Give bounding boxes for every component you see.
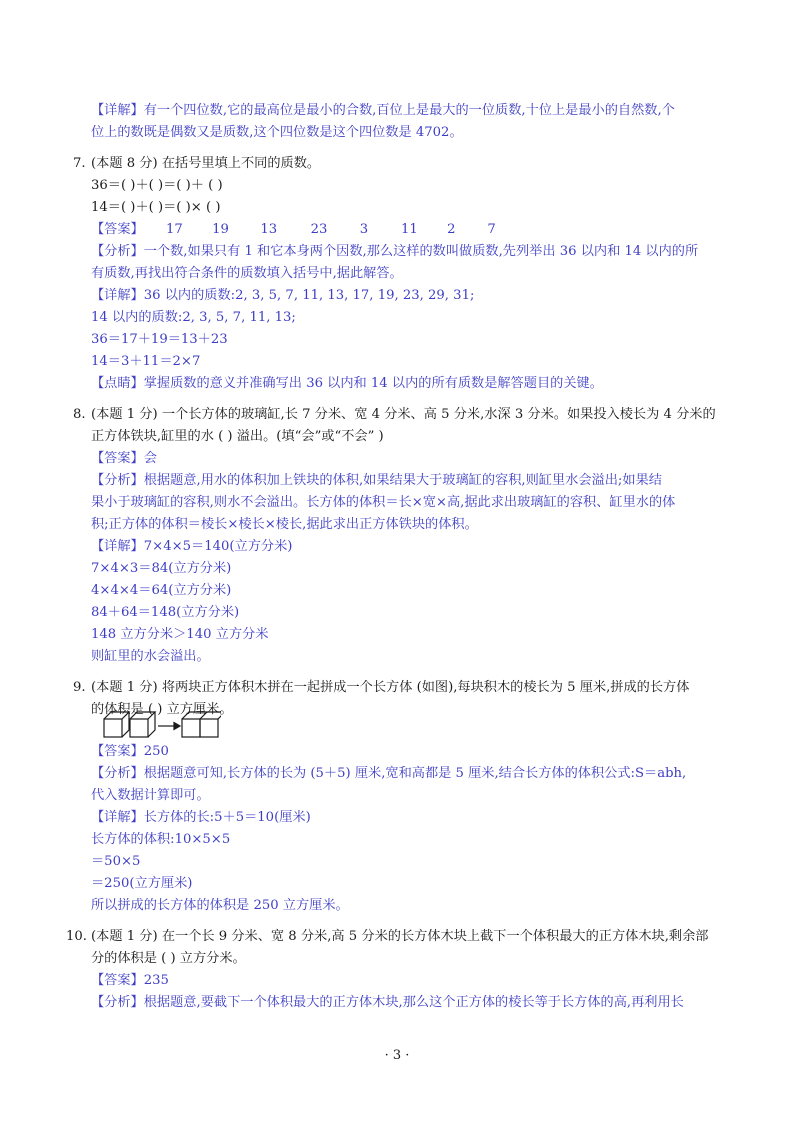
q7-answer-value: 7 (487, 222, 496, 237)
q7-analysis-line-2: 有质数,再找出符合条件的质数填入括号中,据此解答。 (91, 266, 403, 281)
q8-analysis-line-3: 积;正方体的体积＝棱长×棱长×棱长,据此求出正方体铁块的体积。 (91, 517, 478, 532)
q10-answer: 【答案】235 (91, 973, 169, 988)
q8-number: 8. (73, 407, 86, 422)
cuboid-icon (182, 712, 221, 737)
q8-detail-line-4: 84＋64＝148(立方分米) (91, 605, 240, 620)
q9-detail-line-1: 【详解】长方体的长:5＋5＝10(厘米) (91, 810, 311, 825)
q7-answer-value: 17 (165, 222, 183, 237)
q7-equation-row-1: 36＝( )＋( )＝( )＋ ( ) (91, 178, 223, 193)
cubes-figure (103, 710, 221, 740)
q7-analysis-line-1: 【分析】一个数,如果只有 1 和它本身两个因数,那么这样的数叫做质数,先列举出 36 以内和 14 以内的所 (91, 244, 699, 259)
q10-analysis-line-1: 【分析】根据题意,要截下一个体积最大的正方体木块,那么这个正方体的棱长等于长方体的高,再利用长 (91, 995, 684, 1010)
q7-equation-row-2: 14＝( )＋( )＝( )× ( ) (91, 200, 221, 215)
arrow-right-icon (158, 723, 180, 730)
q7-answer-label: 【答案】 (91, 222, 144, 237)
q8-analysis-line-2: 果小于玻璃缸的容积,则水不会溢出。长方体的体积＝长×宽×高,据此求出玻璃缸的容积、缸里水的体 (91, 495, 676, 510)
q9-analysis-line-1: 【分析】根据题意可知,长方体的长为 (5＋5) 厘米,宽和高都是 5 厘米,结合长方体的体积公式:S＝abh, (91, 766, 687, 781)
q8-detail-line-6: 则缸里的水会溢出。 (91, 649, 210, 664)
q10-title-line-2: 分的体积是 ( ) 立方分米。 (91, 951, 246, 966)
cube-icon (130, 712, 155, 737)
q8-title-line-2: 正方体铁块,缸里的水 ( ) 溢出。(填“会”或“不会” ) (91, 429, 384, 444)
q10-title-line-1: (本题 1 分) 在一个长 9 分米、宽 8 分米,高 5 分米的长方体木块上截下一个体积最大的正方体木块,剩余部 (91, 929, 709, 944)
q7-detail-line-3: 36＝17＋19＝13＋23 (91, 332, 228, 347)
q7-number: 7. (73, 156, 86, 171)
q9-analysis-line-2: 代入数据计算即可。 (91, 788, 210, 803)
q6-detail-line-2: 位上的数既是偶数又是质数,这个四位数是这个四位数是 4702。 (91, 125, 463, 140)
q9-title-line-2: 的体积是 ( ) 立方厘米。 (91, 702, 233, 717)
q9-title-line-1: (本题 1 分) 将两块正方体积木拼在一起拼成一个长方体 (如图),每块积木的棱长为 5 厘米,拼成的长方体 (91, 680, 690, 695)
q9-detail-line-2: 长方体的体积:10×5×5 (91, 832, 231, 847)
q7-answer-value: 13 (260, 222, 278, 237)
q7-answer-value: 2 (447, 222, 456, 237)
q8-title-line-1: (本题 1 分) 一个长方体的玻璃缸,长 7 分米、宽 4 分米、高 5 分米,水深 3 分米。如果投入棱长为 4 分米的 (91, 407, 716, 422)
q7-answer-value: 23 (310, 222, 328, 237)
q10-number: 10. (66, 929, 87, 944)
cube-icon (104, 712, 129, 737)
q7-answer-value: 3 (359, 222, 369, 237)
q7-tip: 【点睛】掌握质数的意义并准确写出 36 以内和 14 以内的所有质数是解答题目的关键。 (91, 376, 603, 391)
q8-analysis-line-1: 【分析】根据题意,用水的体积加上铁块的体积,如果结果大于玻璃缸的容积,则缸里水会溢出;如果结 (91, 473, 662, 488)
q7-detail-line-1: 【详解】36 以内的质数:2, 3, 5, 7, 11, 13, 17, 19, 23, 29, 31; (91, 288, 475, 303)
q8-detail-line-5: 148 立方分米＞140 立方分米 (91, 627, 269, 642)
q8-detail-line-1: 【详解】7×4×5＝140(立方分米) (91, 539, 293, 554)
q7-answer-line (91, 220, 496, 240)
q9-detail-line-5: 所以拼成的长方体的体积是 250 立方厘米。 (91, 898, 349, 913)
q7-answer-value: 11 (400, 222, 418, 237)
q8-detail-line-3: 4×4×4＝64(立方分米) (91, 583, 232, 598)
q9-detail-line-4: ＝250(立方厘米) (91, 876, 193, 891)
q6-detail-line-1: 【详解】有一个四位数,它的最高位是最小的合数,百位上是最大的一位质数,十位上是最小的自然数,个 (91, 103, 675, 118)
page-number: · 3 · (384, 1048, 410, 1063)
q9-number: 9. (73, 680, 86, 695)
q7-answer-value: 19 (212, 222, 229, 237)
q8-detail-line-2: 7×4×3＝84(立方分米) (91, 561, 232, 576)
q8-answer: 【答案】会 (91, 451, 157, 466)
q7-detail-line-4: 14＝3＋11＝2×7 (91, 354, 201, 369)
q9-answer: 【答案】250 (91, 744, 169, 759)
q9-detail-line-3: ＝50×5 (91, 854, 141, 869)
q7-detail-line-2: 14 以内的质数:2, 3, 5, 7, 11, 13; (91, 310, 296, 325)
q7-title: (本题 8 分) 在括号里填上不同的质数。 (91, 156, 321, 171)
